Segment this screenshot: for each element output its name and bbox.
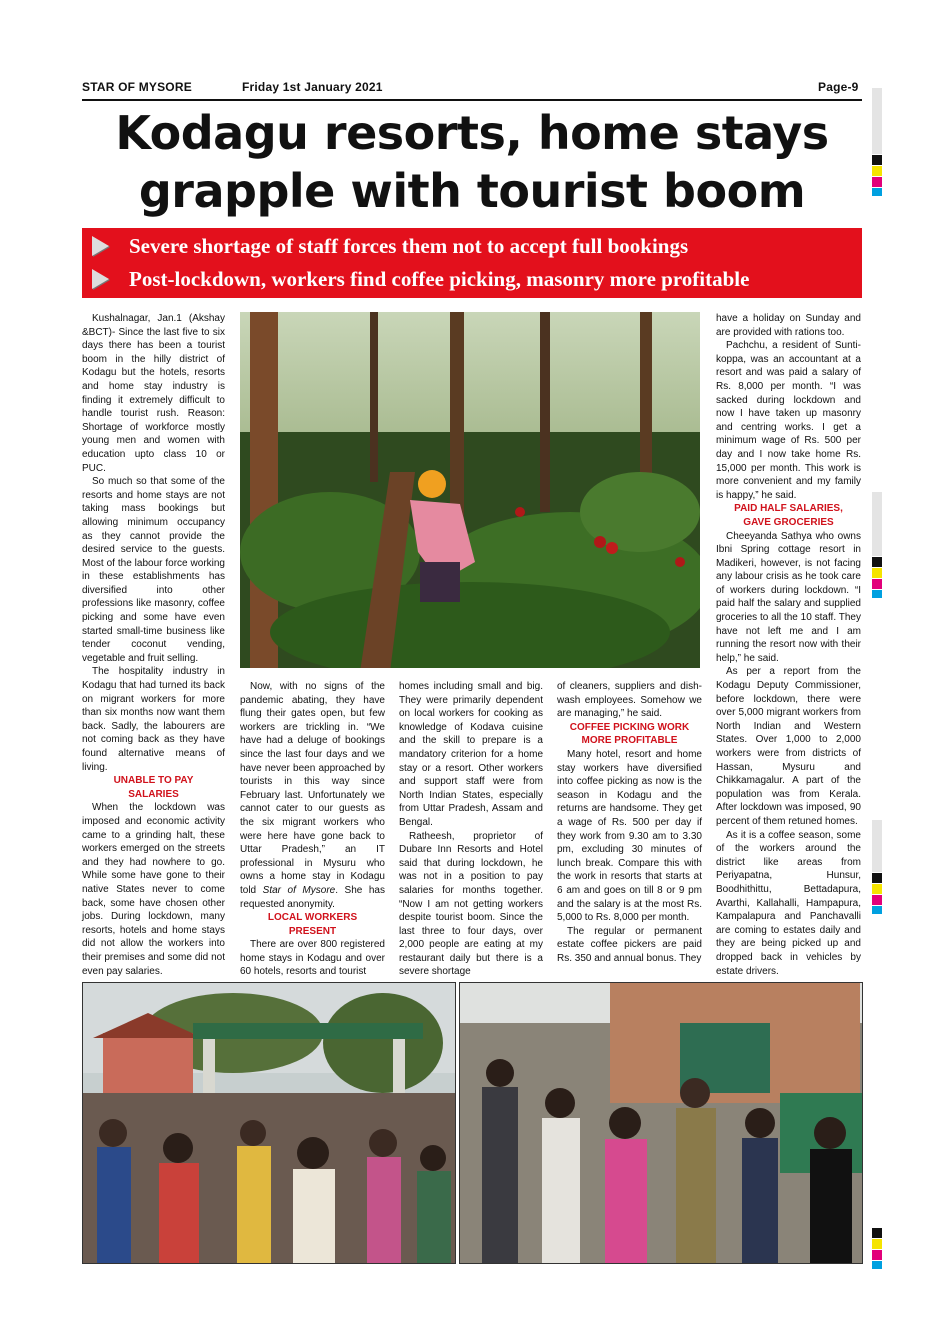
registration-mark-black [872,557,882,567]
registration-mark-magenta [872,1250,882,1260]
registration-mark-black [872,873,882,883]
registration-bar [872,820,882,872]
deck-banner [82,228,862,298]
masthead-paper: STAR OF MYSORE [82,80,192,94]
paragraph: have a holiday on Sunday and are provided with rations too. [716,313,861,338]
article-column-1 [82,312,225,978]
arrow-bullet-icon [92,236,109,256]
registration-mark-cyan [872,1261,882,1269]
registration-mark-magenta [872,895,882,905]
subheading: PAID HALF SALARIES, [734,503,843,515]
paragraph: As it is a coffee season, some of the workers around the district like areas from Periyapatna, Hunsur, Boodhithittu, Bettadapura, Avarthi, Kallahalli, Hampapura, Kampalapura and Panchavalli are coming to estates daily and they are being picked up and dropped back in vehicles by estate drivers. [716,829,861,977]
deck-point-2-text: Post-lockdown, workers find coffee picking, masonry more profitable [129,266,750,291]
paragraph: Cheeyanda Sathya who owns Ibni Spring cottage resort in Madikeri, however, is not facing any labour crisis as he took care of workers during lockdown. “I paid half the salary and supplied groceries to all the 10 staff. They have not left me and I am running the resort now with their help,” he said. [716,530,861,664]
paragraph: There are over 800 registered home stays in Kodagu and over 60 hotels, resorts and tourist [240,939,385,978]
tourist-crowd-photo-left [82,982,456,1264]
masthead-page: Page-9 [818,80,859,94]
masthead-date: Friday 1st January 2021 [242,80,383,94]
paragraph: Ratheesh, proprietor of Dubare Inn Resorts and Hotel said that during lockdown, he was not in a position to pay salaries for months together. “Now I am not getting workers despite tourist boom. Since the last three to four days, over 2,000 people are eating at my restaurant daily but there is a severe shortage [399,830,543,978]
subheading: UNABLE TO PAY [113,775,194,787]
paragraph: Pachchu, a resident of Sunti-koppa, was an accountant at a resort and was paid a salary of Rs. 8,000 per month. “I was sacked during lockdown and now I have taken up masonry and centring works. I get a minimum wage of Rs. 500 per day and I now take home Rs. 15,000 per month. This work is more convenient and my family is happy,” he said. [716,340,861,501]
masthead-rule [82,99,862,101]
headline-line-1: Kodagu resorts, home stays [115,106,829,160]
deck-point-2 [92,264,749,294]
article-column-4 [557,680,702,965]
subheading: SALARIES [128,788,179,800]
coffee-picking-photo [240,312,700,668]
deck-point-1-text: Severe shortage of staff forces them not to accept full bookings [129,233,689,258]
paragraph [240,680,385,911]
registration-mark-yellow [872,884,882,894]
paragraph-text: Now, with no signs of the pandemic abating, they have flung their gates open, but few workers are trickling in. “We have had a deluge of bookings since the last four days and we have never been approached by tourists in this way since February last. Unfortunately we cannot cater to our guests as the six migrant workers who were here have gone back to Uttar Pradesh,” an IT professional in Mysuru who owns a home stay in Kodagu told [240,681,385,896]
subheading: GAVE GROCERIES [743,516,834,528]
paragraph: homes including small and big. They were primarily dependent on local workers for cooking as knowledge of Kodava cuisine and the skill to prepare is a mandatory criterion for a home stay or a resort. Other workers and support staff were from North Indian States, especially from Uttar Pradesh, Assam and Bengal. [399,681,543,828]
paragraph: When the lockdown was imposed and economic activity came to a grinding halt, these workers emerged on the streets and they had nowhere to go. While some have gone to their native States never to come back, some have chosen other jobs. During lockdown, many resorts, hotels and home stays did not allow the workers into their premises and some did not even pay salaries. [82,802,225,977]
paragraph: As per a report from the Kodagu Deputy Commissioner, before lockdown, there were over 5,000 migrant workers from North Indian and Western States. Over 1,000 to 2,000 workers were from districts of Hassan, Mysuru and Chikkamagalur. A part of the population was from Kerala. After lockdown was imposed, 90 percent of them retuned homes. [716,666,861,827]
registration-mark-yellow [872,568,882,578]
paragraph: Kushalnagar, Jan.1 (Akshay &BCT)- Since the last five to six days there has been a tourist boom in the hilly district of Kodagu but the hotels, resorts and home stay industry is finding it extremely difficult to handle tourist rush. Reason: Shortage of workforce mostly young men and women with education upto class 10 or PUC. [82,313,225,474]
registration-mark-cyan [872,906,882,914]
paragraph-text: . She has requested anonymity. [240,884,385,910]
subheading: MORE PROFITABLE [581,735,678,747]
article-column-3 [399,680,543,979]
publication-name: Star of Mysore [262,884,336,896]
paragraph: of cleaners, suppliers and dish-wash employees. Somehow we are managing,” he said. [557,681,702,720]
subheading: PRESENT [288,925,337,937]
article-column-5 [716,312,861,978]
headline-line-2: grapple with tourist boom [138,164,806,218]
headline [82,104,862,220]
registration-bar [872,492,882,556]
paragraph: Many hotel, resort and home stay workers have diversified into coffee picking as now is the season in Kodagu and the returns are handsome. They get a wage of Rs. 500 per day if they work from 9.30 am to 3.30 pm, excluding 30 minutes of lunch break. Compare this with the work in resorts that starts at 6 am and goes on till 8 or 9 pm and the salary is at the most Rs. 5,000 to Rs. 8,000 per month. [557,748,702,924]
arrow-bullet-icon [92,269,109,289]
registration-mark-cyan [872,590,882,598]
subheading: LOCAL WORKERS [267,912,358,924]
article-column-2 [240,680,385,979]
registration-mark-black [872,1228,882,1238]
registration-mark-black [872,155,882,165]
registration-mark-cyan [872,188,882,196]
paragraph: The hospitality industry in Kodagu that had turned its back on migrant workers for more than six months now want them back. Sadly, the labourers are not coming back as they have found alternative means of living. [82,666,225,773]
registration-mark-yellow [872,166,882,176]
registration-mark-magenta [872,177,882,187]
deck-point-1 [92,231,688,261]
registration-mark-yellow [872,1239,882,1249]
registration-bar [872,88,882,154]
tourist-crowd-photo-right [459,982,863,1264]
subheading: COFFEE PICKING WORK [569,721,690,733]
paragraph: So much so that some of the resorts and home stays are not taking mass bookings but allowing minimum occupancy as they cannot provide the desired service to the guests. Most of the labour force working in these establishments has diversified into other professions like masonry, coffee picking and some have even started small-time business like tender coconut vending, vegetable and fruit selling. [82,476,225,664]
paragraph: The regular or permanent estate coffee pickers are paid Rs. 350 and annual bonus. They [557,925,702,964]
registration-mark-magenta [872,579,882,589]
